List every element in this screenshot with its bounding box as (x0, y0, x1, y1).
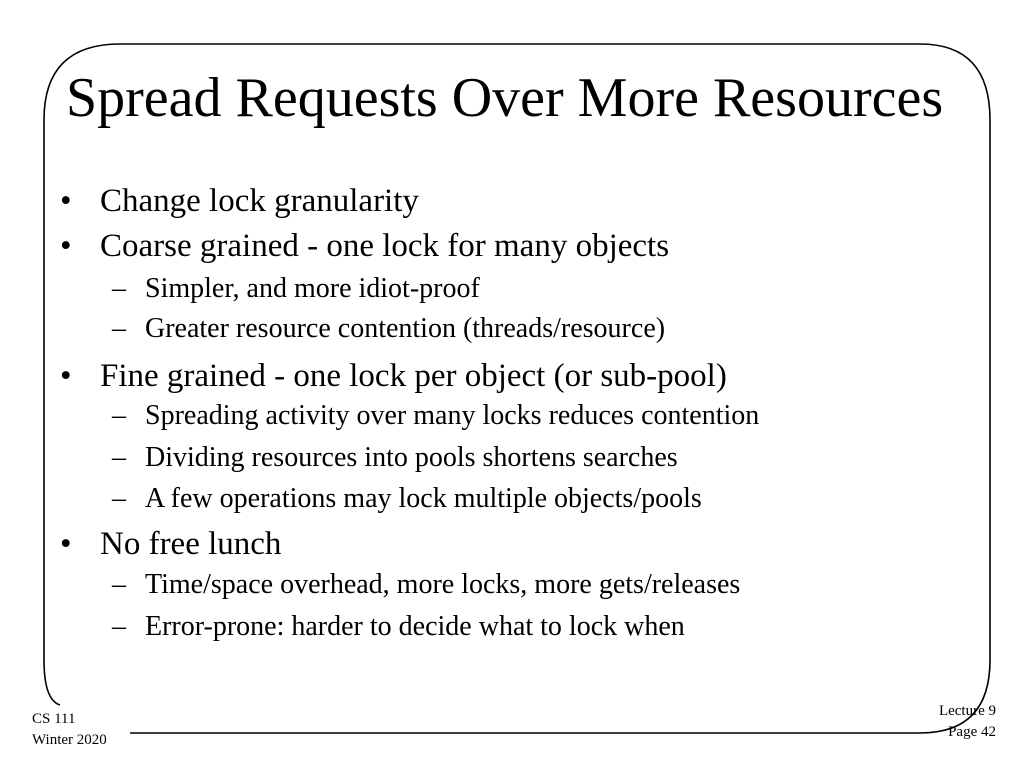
dash-marker: – (112, 400, 126, 431)
footer-term: Winter 2020 (32, 732, 107, 748)
dash-marker: – (112, 569, 126, 600)
bullet-text: Fine grained - one lock per object (or sub-pool) (100, 358, 727, 394)
bullet-marker: • (60, 183, 72, 219)
bullet-text: Simpler, and more idiot-proof (145, 273, 480, 304)
bullet-marker: • (60, 526, 72, 562)
dash-marker: – (112, 273, 126, 304)
bullet-text: Spreading activity over many locks reduces contention (145, 400, 760, 431)
footer-lecture: Lecture 9 (938, 703, 996, 719)
bullet-text: Time/space overhead, more locks, more gets/releases (145, 569, 741, 600)
bullet-text: Error-prone: harder to decide what to lock when (145, 611, 685, 642)
dash-marker: – (112, 442, 126, 473)
bullet-text: Greater resource contention (threads/resource) (145, 313, 666, 344)
bullet-marker: • (60, 228, 72, 264)
bullet-marker: • (60, 358, 72, 394)
bullet-text: A few operations may lock multiple objects/pools (145, 483, 702, 514)
footer-course-info (32, 709, 107, 751)
footer-page: Page 42 (948, 724, 996, 740)
footer-course: CS 111 (32, 711, 76, 727)
dash-marker: – (112, 483, 126, 514)
bullet-text: Change lock granularity (100, 183, 419, 219)
slide-title: Spread Requests Over More Resources (66, 67, 944, 129)
footer-lecture-info (939, 701, 996, 743)
dash-marker: – (112, 611, 126, 642)
dash-marker: – (112, 313, 126, 344)
bullet-text: No free lunch (100, 526, 282, 562)
bullet-text: Coarse grained - one lock for many objects (100, 228, 670, 264)
bullet-text: Dividing resources into pools shortens searches (145, 442, 678, 473)
